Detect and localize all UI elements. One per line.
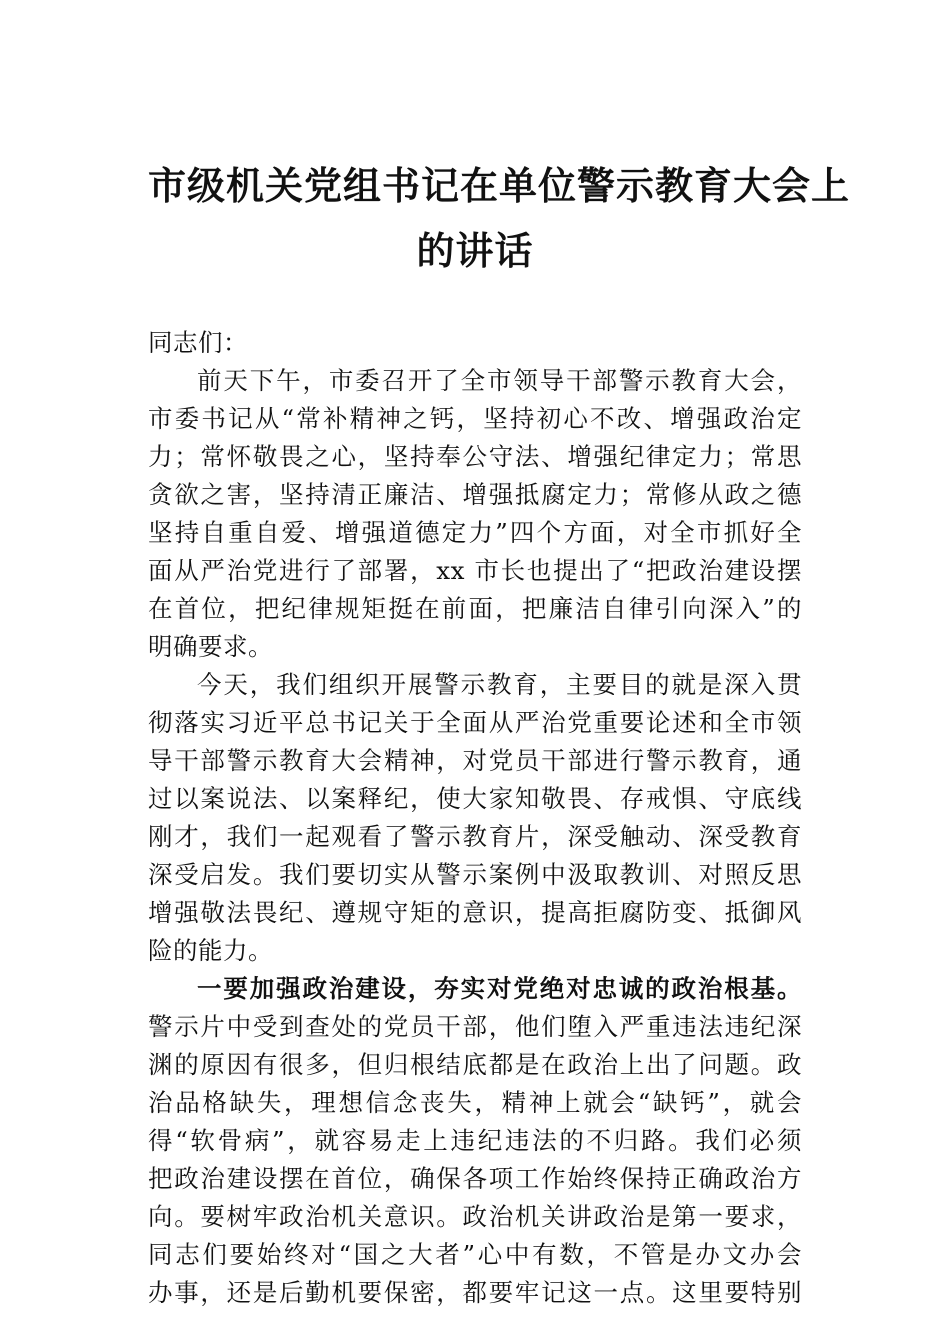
salutation: 同志们： [148, 328, 248, 357]
paragraph-line: 今天，我们组织开展警示教育，主要目的就是深入贯 [197, 670, 802, 699]
paragraph-line: 得“软骨病”，就容易走上违纪违法的不归路。我们必须 [148, 1126, 802, 1155]
paragraph-line: 险的能力。 [148, 936, 273, 965]
paragraph-line: 面从严治党进行了部署，xx 市长也提出了“把政治建设摆 [148, 556, 802, 585]
paragraph-line: 向。要树牢政治机关意识。政治机关讲政治是第一要求， [148, 1202, 802, 1231]
paragraph-line: 办事，还是后勤机要保密，都要牢记这一点。这里要特别 [148, 1278, 802, 1307]
paragraph-line: 增强敬法畏纪、遵规守矩的意识，提高拒腐防变、抵御风 [148, 898, 802, 927]
paragraph-line: 在首位，把纪律规矩挺在前面，把廉洁自律引向深入”的 [148, 594, 802, 623]
section-heading: 一要加强政治建设，夯实对党绝对忠诚的政治根基。 [197, 974, 802, 1003]
paragraph-line: 力；常怀敬畏之心，坚持奉公守法、增强纪律定力；常思 [148, 442, 802, 471]
paragraph-line: 把政治建设摆在首位，确保各项工作始终保持正确政治方 [148, 1164, 802, 1193]
paragraph-line: 坚持自重自爱、增强道德定力”四个方面，对全市抓好全 [148, 518, 802, 547]
paragraph-line: 同志们要始终对“国之大者”心中有数，不管是办文办会 [148, 1240, 802, 1269]
paragraph-line: 市委书记从“常补精神之钙，坚持初心不改、增强政治定 [148, 404, 802, 433]
paragraph-line: 贪欲之害，坚持清正廉洁、增强抵腐定力；常修从政之德 [148, 480, 802, 509]
paragraph-line: 明确要求。 [148, 632, 273, 661]
paragraph-line: 深受启发。我们要切实从警示案例中汲取教训、对照反思 [148, 860, 802, 889]
paragraph-line: 前天下午，市委召开了全市领导干部警示教育大会， [197, 366, 802, 395]
document-title-line-2: 的讲话 [416, 229, 534, 273]
paragraph-line: 治品格缺失，理想信念丧失，精神上就会“缺钙”，就会 [148, 1088, 802, 1117]
paragraph-line: 渊的原因有很多，但归根结底都是在政治上出了问题。政 [148, 1050, 802, 1079]
paragraph-line: 警示片中受到查处的党员干部，他们堕入严重违法违纪深 [148, 1012, 802, 1041]
paragraph-line: 过以案说法、以案释纪，使大家知敬畏、存戒惧、守底线 [148, 784, 802, 813]
paragraph-line: 刚才，我们一起观看了警示教育片，深受触动、深受教育 [148, 822, 802, 851]
paragraph-line: 彻落实习近平总书记关于全面从严治党重要论述和全市领 [148, 708, 802, 737]
document-title-line-1: 市级机关党组书记在单位警示教育大会上 [148, 164, 851, 208]
paragraph-line: 导干部警示教育大会精神，对党员干部进行警示教育，通 [148, 746, 802, 775]
